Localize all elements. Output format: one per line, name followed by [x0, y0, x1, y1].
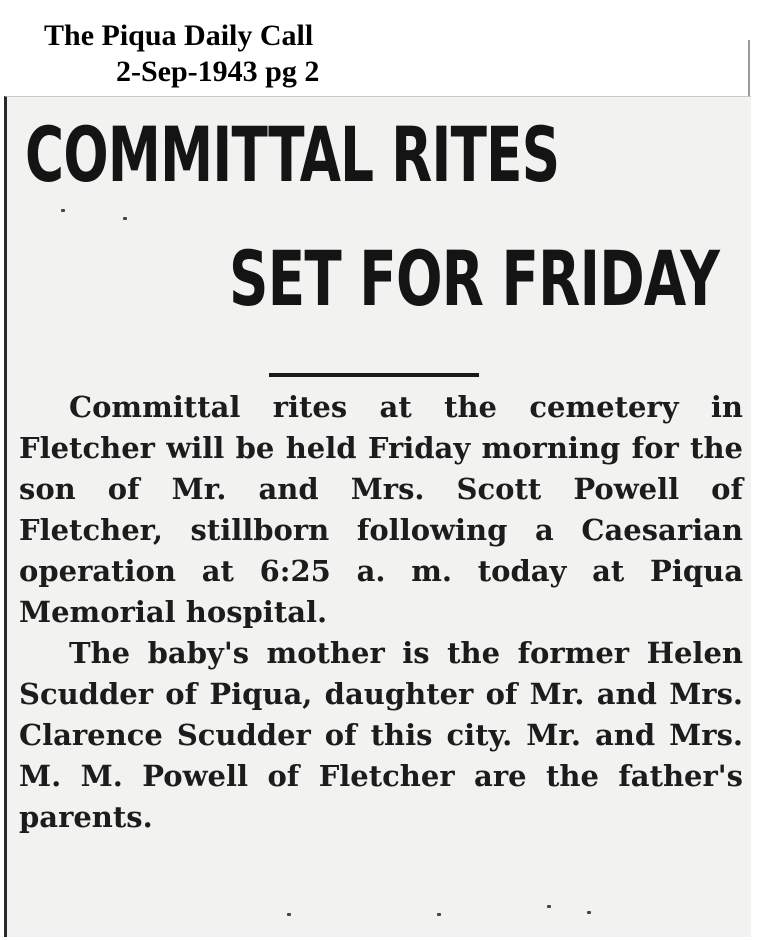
article-paragraph-1: Committal rites at the cemetery in Fletcher will be held Friday morning for the son of Mr. and Mrs. Scott Powell of Fletcher, stillborn following a Caesarian operation at 6:25 a. m. today at Piqua Memorial hospital.: [19, 390, 743, 629]
newspaper-name: The Piqua Daily Call: [44, 19, 314, 52]
print-speck: [587, 911, 591, 914]
article-paragraph-2: The baby's mother is the former Helen Scudder of Piqua, daughter of Mr. and Mrs. Clarence Scudder of this city. Mr. and Mrs. M. M. Powell of Fletcher are the father's parents.: [19, 636, 743, 834]
newspaper-clipping: [4, 96, 751, 937]
print-speck: [61, 209, 65, 212]
print-speck: [437, 913, 441, 916]
headline-line-2: SET FOR FRIDAY: [229, 234, 720, 323]
print-speck: [287, 913, 291, 916]
headline-divider: [269, 373, 479, 377]
print-speck: [547, 905, 551, 908]
headline-line-1: COMMITTAL RITES: [25, 110, 560, 199]
publication-date: 2-Sep-1943 pg 2: [116, 55, 320, 88]
print-speck: [123, 217, 127, 220]
source-caption: [0, 18, 420, 90]
article-body: [19, 387, 743, 838]
